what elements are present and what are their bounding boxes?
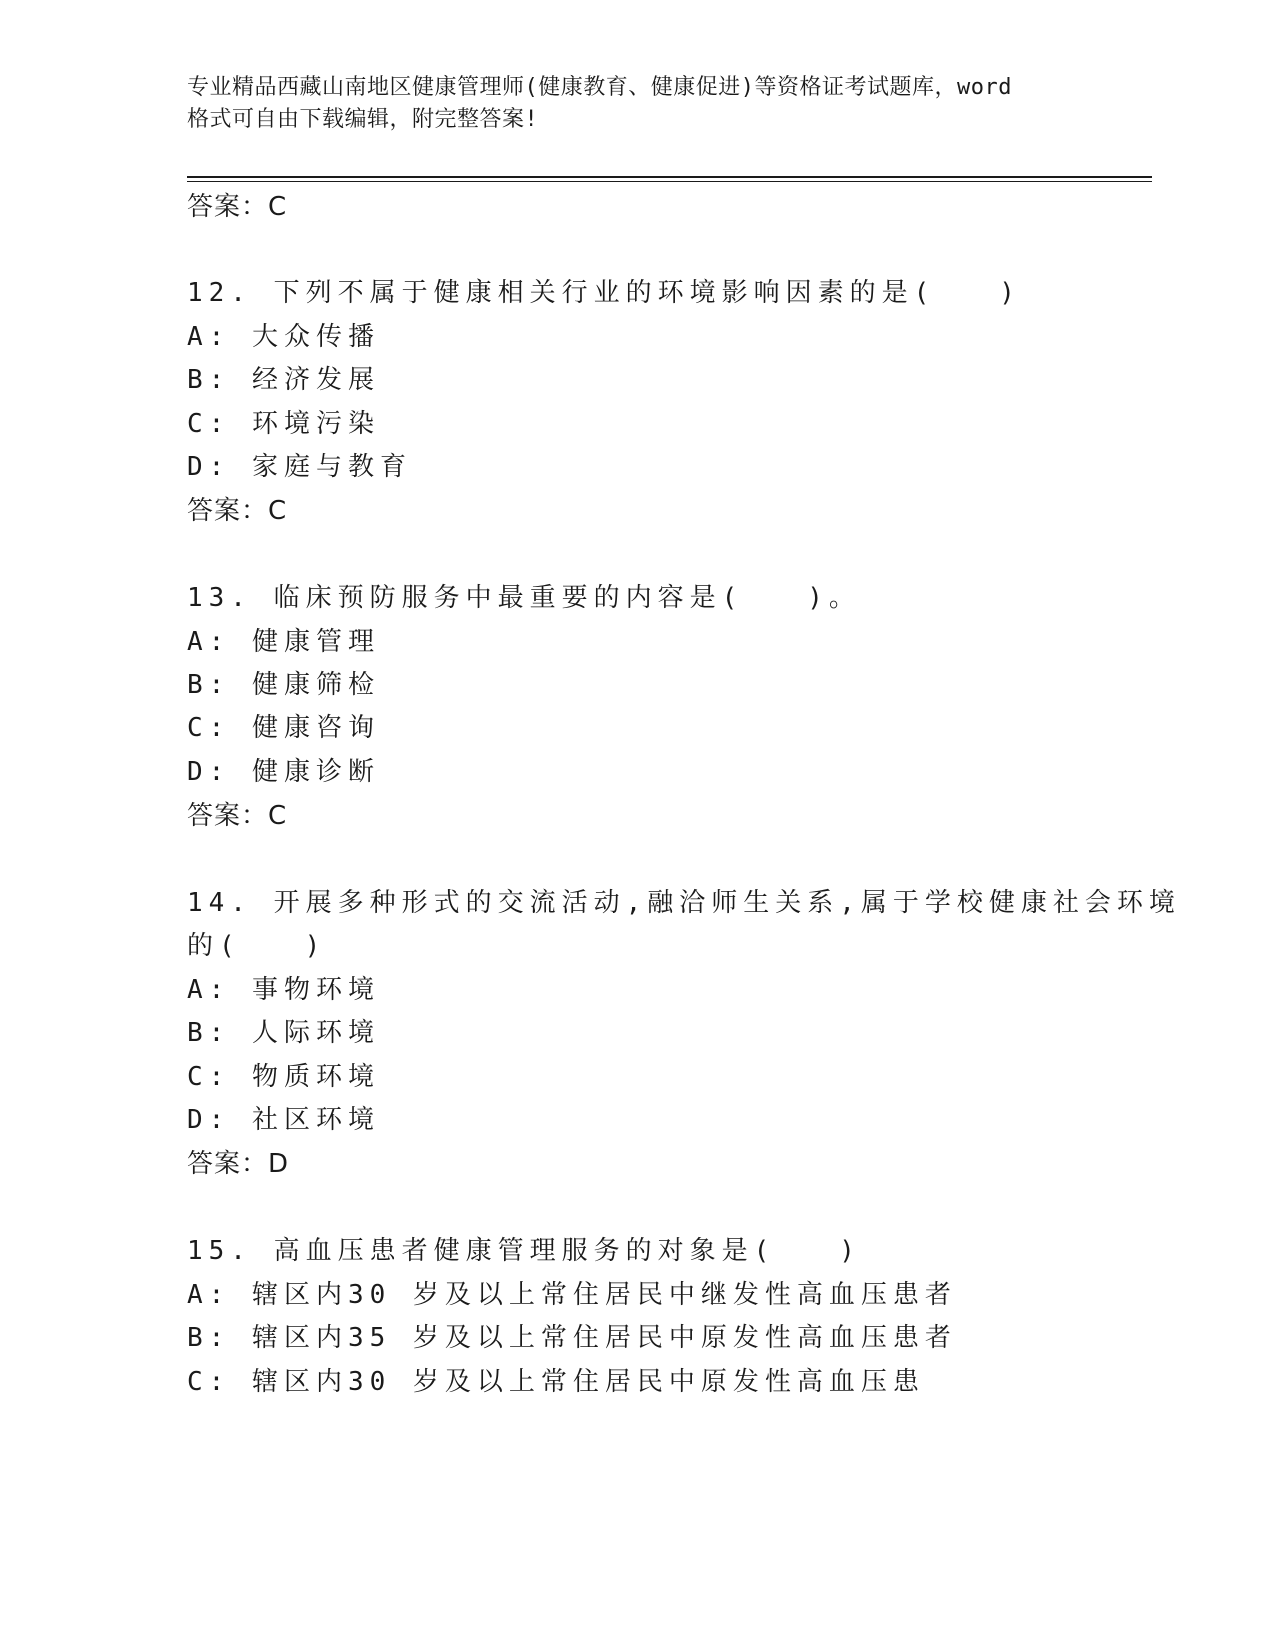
question-14-option-c: C: 物质环境 (187, 1062, 380, 1092)
question-14-stem-line-1: 14. 开展多种形式的交流活动,融洽师生关系,属于学校健康社会环境 (187, 888, 1181, 918)
question-12-option-c: C: 环境污染 (187, 409, 380, 439)
header-divider-thin (187, 181, 1152, 182)
question-12-stem: 12. 下列不属于健康相关行业的环境影响因素的是( ) (187, 278, 1021, 308)
question-14-option-b: B: 人际环境 (187, 1018, 380, 1048)
answer-q14: 答案：D (187, 1149, 290, 1179)
header-line-2: 格式可自由下载编辑，附完整答案! (187, 107, 539, 132)
question-15-stem: 15. 高血压患者健康管理服务的对象是( ) (187, 1236, 861, 1266)
answer-q12: 答案：C (187, 496, 288, 526)
question-12-option-a: A: 大众传播 (187, 322, 380, 352)
header-line-1: 专业精品西藏山南地区健康管理师(健康教育、健康促进)等资格证考试题库，word (187, 75, 1012, 100)
question-13-option-a: A: 健康管理 (187, 627, 380, 657)
question-13-stem: 13. 临床预防服务中最重要的内容是( )。 (187, 583, 861, 613)
question-14-option-d: D: 社区环境 (187, 1105, 380, 1135)
answer-q13: 答案：C (187, 801, 288, 831)
question-12-option-b: B: 经济发展 (187, 365, 380, 395)
question-14-option-a: A: 事物环境 (187, 975, 380, 1005)
question-15-option-c: C: 辖区内30 岁及以上常住居民中原发性高血压患 (187, 1367, 925, 1397)
question-13-option-b: B: 健康筛检 (187, 670, 380, 700)
answer-q11: 答案：C (187, 192, 288, 222)
document-header (187, 72, 1087, 136)
question-12-option-d: D: 家庭与教育 (187, 452, 412, 482)
question-14-stem-line-2: 的( ) (187, 931, 327, 961)
question-15-option-a: A: 辖区内30 岁及以上常住居民中继发性高血压患者 (187, 1280, 957, 1310)
question-13-option-c: C: 健康咨询 (187, 713, 380, 743)
question-13-option-d: D: 健康诊断 (187, 757, 380, 787)
question-15-option-b: B: 辖区内35 岁及以上常住居民中原发性高血压患者 (187, 1323, 957, 1353)
header-divider-thick (187, 176, 1152, 178)
